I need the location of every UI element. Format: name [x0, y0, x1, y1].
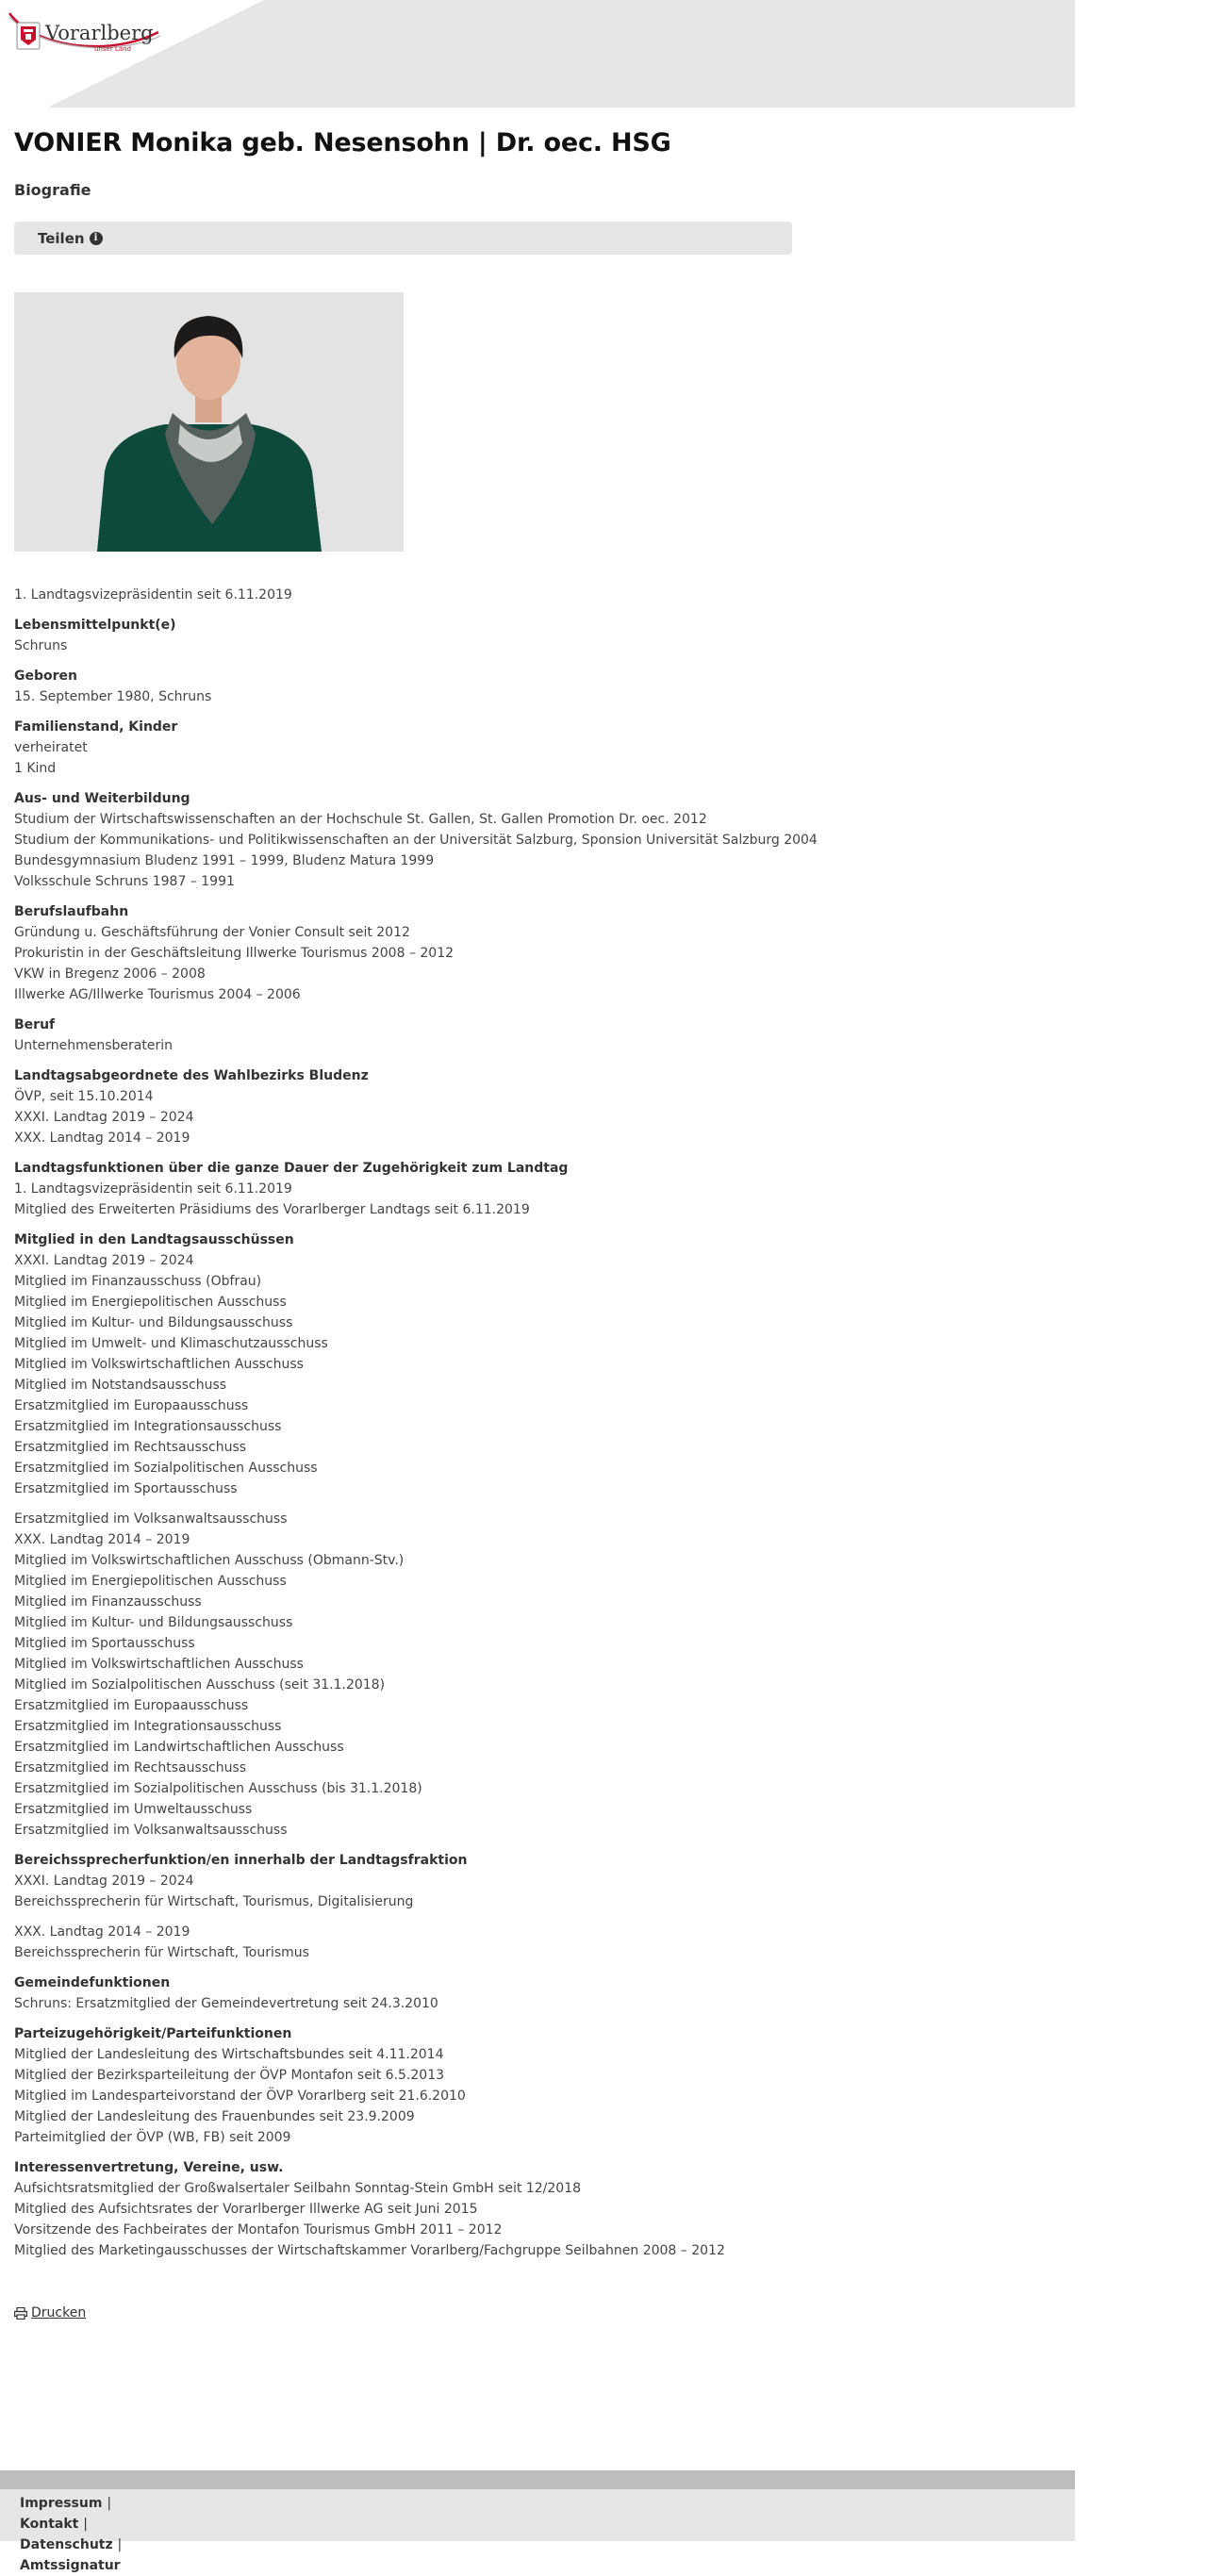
committee-line: Ersatzmitglied im Sozialpolitischen Ausschuss	[14, 1461, 318, 1476]
intro-text: 1. Landtagsvizepräsidentin seit 6.11.2019	[14, 587, 292, 603]
section-line: 1. Landtagsvizepräsidentin seit 6.11.2019	[14, 1181, 292, 1197]
share-bar	[14, 222, 792, 255]
info-section	[14, 717, 1051, 779]
section-line: Mitglied der Bezirksparteileitung der ÖVP Montafon seit 6.5.2013	[14, 2068, 445, 2083]
committee-line: XXXI. Landtag 2019 – 2024	[14, 1253, 194, 1268]
section-line: XXX. Landtag 2014 – 2019	[14, 1131, 190, 1146]
section-line: Parteimitglied der ÖVP (WB, FB) seit 2009	[14, 2130, 291, 2145]
info-section	[14, 1015, 1051, 1056]
section-heading: Parteizugehörigkeit/Parteifunktionen	[14, 2026, 292, 2041]
section-line: Aufsichtsratsmitglied der Großwalsertaler Seilbahn Sonntag-Stein GmbH seit 12/2018	[14, 2181, 582, 2196]
section-heading: Beruf	[14, 1017, 56, 1032]
footer-links	[20, 2493, 122, 2576]
committee-line: Ersatzmitglied im Volksanwaltsausschuss	[14, 1511, 288, 1527]
section-line: Bereichssprecherin für Wirtschaft, Tourismus, Digitalisierung	[14, 1894, 414, 1909]
committee-line: Ersatzmitglied im Europaausschuss	[14, 1698, 249, 1713]
section-line: XXX. Landtag 2014 – 2019	[14, 1924, 190, 1940]
section-line: ÖVP, seit 15.10.2014	[14, 1089, 154, 1104]
committee-line: Ersatzmitglied im Sozialpolitischen Ausschuss (bis 31.1.2018)	[14, 1781, 422, 1796]
section-line: XXXI. Landtag 2019 – 2024	[14, 1110, 194, 1125]
committee-line: Ersatzmitglied im Integrationsausschuss	[14, 1419, 282, 1434]
footer-separator: |	[117, 2537, 123, 2552]
info-section	[14, 2023, 1051, 2148]
info-section	[14, 1973, 1051, 2014]
section-line: Mitglied im Landesparteivorstand der ÖVP Vorarlberg seit 21.6.2010	[14, 2089, 466, 2104]
section-heading: Mitglied in den Landtagsausschüssen	[14, 1232, 294, 1247]
section-line: Mitglied des Marketingausschusses der Wirtschaftskammer Vorarlberg/Fachgruppe Seilbahnen 2008 – 2012	[14, 2243, 725, 2258]
info-icon: i	[90, 232, 103, 245]
section-label: Biografie	[14, 181, 91, 199]
svg-text:Vorarlberg: Vorarlberg	[45, 22, 154, 44]
footer-band-top	[0, 2470, 1075, 2489]
committee-line: XXX. Landtag 2014 – 2019	[14, 1532, 190, 1547]
section-heading: Landtagsabgeordnete des Wahlbezirks Bludenz	[14, 1068, 369, 1083]
committee-line: Mitglied im Finanzausschuss	[14, 1594, 202, 1610]
section-heading: Lebensmittelpunkt(e)	[14, 618, 176, 633]
section-line: Schruns	[14, 638, 68, 653]
section-line: Studium der Kommunikations- und Politikwissenschaften an der Universität Salzburg, Sponsion Universität Salzburg 2004	[14, 833, 818, 848]
footer-link-amtssignatur[interactable]: Amtssignatur	[20, 2558, 121, 2573]
section-heading: Berufslaufbahn	[14, 904, 129, 919]
committee-line: Ersatzmitglied im Sportausschuss	[14, 1481, 238, 1496]
committee-line: Ersatzmitglied im Europaausschuss	[14, 1398, 249, 1413]
spokesperson-section	[14, 1850, 1051, 1912]
committee-line: Mitglied im Volkswirtschaftlichen Ausschuss (Obmann-Stv.)	[14, 1553, 405, 1568]
info-section	[14, 1065, 1051, 1148]
vorarlberg-logo[interactable]	[8, 8, 168, 60]
committees-section	[14, 1509, 1051, 1841]
section-line: Mitglied der Landesleitung des Wirtschaftsbundes seit 4.11.2014	[14, 2047, 444, 2062]
section-line: Bereichssprecherin für Wirtschaft, Tourismus	[14, 1945, 309, 1960]
section-line: Prokuristin in der Geschäftsleitung Illwerke Tourismus 2008 – 2012	[14, 946, 455, 961]
info-section	[14, 615, 1051, 656]
section-line: Mitglied der Landesleitung des Frauenbundes seit 23.9.2009	[14, 2109, 415, 2124]
footer-link-kontakt[interactable]: Kontakt |	[20, 2517, 88, 2532]
committee-line: Mitglied im Finanzausschuss (Obfrau)	[14, 1274, 262, 1289]
svg-text:unser Land: unser Land	[94, 45, 131, 53]
committee-line: Ersatzmitglied im Volksanwaltsausschuss	[14, 1823, 288, 1838]
footer-band	[0, 2489, 1075, 2541]
section-heading: Geboren	[14, 669, 77, 684]
section-heading: Gemeindefunktionen	[14, 1975, 171, 1990]
section-line: 1 Kind	[14, 761, 57, 776]
info-section	[14, 788, 1051, 892]
page-title: VONIER Monika geb. Nesensohn | Dr. oec. HSG	[14, 128, 671, 157]
section-line: Mitglied des Erweiterten Präsidiums des Vorarlberger Landtags seit 6.11.2019	[14, 1202, 530, 1217]
biography-content	[14, 585, 1051, 2261]
section-line: Illwerke AG/Illwerke Tourismus 2004 – 2006	[14, 987, 301, 1002]
committees-section	[14, 1230, 1051, 1499]
print-icon	[14, 2307, 27, 2320]
section-line: Mitglied des Aufsichtsrates der Vorarlberger Illwerke AG seit Juni 2015	[14, 2202, 478, 2217]
committee-line: Ersatzmitglied im Integrationsausschuss	[14, 1719, 282, 1734]
print-link[interactable]	[14, 2305, 86, 2320]
section-line: Unternehmensberaterin	[14, 1038, 173, 1053]
committee-line: Mitglied im Energiepolitischen Ausschuss	[14, 1295, 287, 1310]
committee-line: Mitglied im Kultur- und Bildungsausschuss	[14, 1615, 293, 1630]
section-heading: Familienstand, Kinder	[14, 719, 178, 735]
footer-link-datenschutz[interactable]: Datenschutz |	[20, 2537, 123, 2552]
spokesperson-section	[14, 1922, 1051, 1963]
committee-line: Mitglied im Notstandsausschuss	[14, 1378, 227, 1393]
committee-line: Mitglied im Volkswirtschaftlichen Ausschuss	[14, 1657, 304, 1672]
footer-link-impressum[interactable]: Impressum |	[20, 2496, 112, 2511]
portrait-photo	[14, 292, 404, 552]
info-section	[14, 2157, 1051, 2261]
section-line: Volksschule Schruns 1987 – 1991	[14, 874, 235, 889]
section-heading: Interessenvertretung, Vereine, usw.	[14, 2160, 284, 2175]
footer-separator: |	[83, 2517, 88, 2532]
section-line: 15. September 1980, Schruns	[14, 689, 212, 704]
committee-line: Ersatzmitglied im Rechtsausschuss	[14, 1760, 247, 1775]
section-line: XXXI. Landtag 2019 – 2024	[14, 1874, 194, 1889]
info-section	[14, 1158, 1051, 1220]
info-section	[14, 901, 1051, 1005]
share-button[interactable]	[38, 222, 103, 255]
committee-line: Mitglied im Energiepolitischen Ausschuss	[14, 1574, 287, 1589]
committee-line: Ersatzmitglied im Landwirtschaftlichen Ausschuss	[14, 1740, 344, 1755]
info-section	[14, 666, 1051, 707]
committee-line: Ersatzmitglied im Rechtsausschuss	[14, 1440, 247, 1455]
section-line: Bundesgymnasium Bludenz 1991 – 1999, Bludenz Matura 1999	[14, 853, 435, 868]
committee-line: Mitglied im Umwelt- und Klimaschutzausschuss	[14, 1336, 328, 1351]
committee-line: Mitglied im Sozialpolitischen Ausschuss (seit 31.1.2018)	[14, 1677, 386, 1693]
section-line: Gründung u. Geschäftsführung der Vonier Consult seit 2012	[14, 925, 410, 940]
section-line: Studium der Wirtschaftswissenschaften an der Hochschule St. Gallen, St. Gallen Promotion Dr. oec. 2012	[14, 812, 707, 827]
print-label: Drucken	[31, 2305, 87, 2320]
section-heading: Landtagsfunktionen über die ganze Dauer der Zugehörigkeit zum Landtag	[14, 1161, 569, 1176]
section-heading: Bereichssprecherfunktion/en innerhalb der Landtagsfraktion	[14, 1853, 468, 1868]
committee-line: Mitglied im Kultur- und Bildungsausschuss	[14, 1315, 293, 1330]
committee-line: Ersatzmitglied im Umweltausschuss	[14, 1802, 253, 1817]
committee-line: Mitglied im Volkswirtschaftlichen Ausschuss	[14, 1357, 304, 1372]
section-line: Vorsitzende des Fachbeirates der Montafon Tourismus GmbH 2011 – 2012	[14, 2222, 503, 2237]
share-label: Teilen	[38, 229, 85, 247]
section-heading: Aus- und Weiterbildung	[14, 791, 190, 806]
section-line: VKW in Bregenz 2006 – 2008	[14, 966, 206, 982]
footer-separator: |	[107, 2496, 112, 2511]
committee-line: Mitglied im Sportausschuss	[14, 1636, 195, 1651]
section-line: Schruns: Ersatzmitglied der Gemeindevertretung seit 24.3.2010	[14, 1996, 438, 2011]
section-line: verheiratet	[14, 740, 88, 755]
